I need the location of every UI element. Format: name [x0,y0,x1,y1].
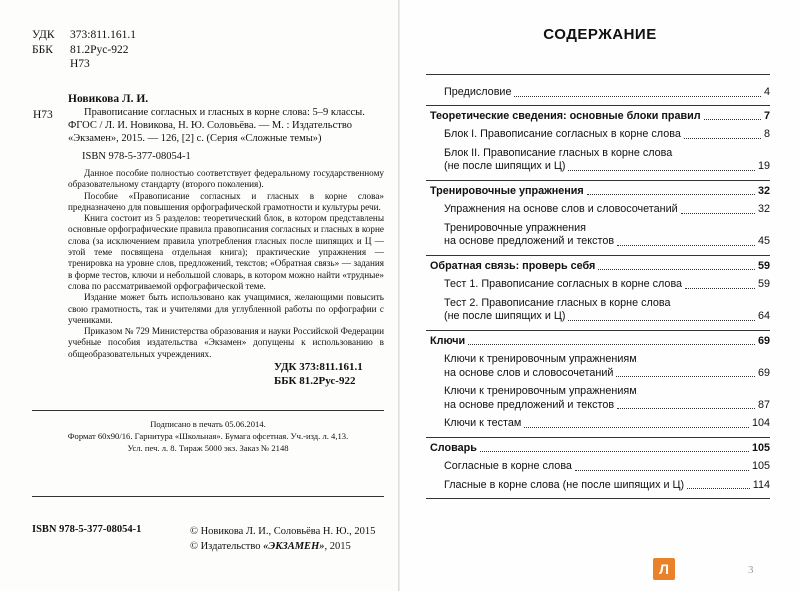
toc-page-number: 45 [757,235,770,247]
page-number: 3 [748,564,754,576]
leader-dots [587,194,755,195]
toc-entry-text: Ключи к тренировочным упражнениям [444,353,637,365]
leader-dots [684,138,761,139]
toc-entry-text: Ключи [430,334,466,347]
toc-page-number: 59 [757,278,770,290]
leader-dots [568,320,755,321]
toc-entry-text: Тест 1. Правописание согласных в корне слова [444,278,683,290]
annotation-paragraph: Издание может быть использовано как учащимися, желающими повысить свою грамотность, так и учителями для углубленной работы по орфографии с учениками. [68,292,384,325]
toc-section-training[interactable] [426,185,770,199]
author-code: Н73 [70,58,90,70]
imprint-line: Формат 60х90/16. Гарнитура «Школьная». Бумага офсетная. Уч.-изд. л. 4,13. [67,431,349,441]
udk-bottom: УДК 373:811.161.1 [274,361,363,373]
toc-entry-keys-texts[interactable] [426,385,770,412]
leader-dots [687,488,750,489]
toc-entry-test2[interactable] [426,297,770,324]
toc-page-number: 7 [763,109,770,122]
toc-entry-text: Согласные в корне слова [444,460,572,472]
leader-dots [468,344,755,345]
copyright-prefix: © Издательство [190,541,264,552]
toc-entry-text: на основе предложений и текстов [444,235,615,247]
annotation [68,168,384,360]
toc-page-number: 104 [751,417,770,429]
toc-entry-text: на основе слов и словосочетаний [444,366,614,379]
toc-entry-text: (не после шипящих и Ц) [444,160,566,172]
annotation-paragraph: Данное пособие полностью соответствует федеральному государственному образовательному стандарту (второго поколения). [68,168,384,190]
publisher-name: «ЭКЗАМЕН» [263,541,325,552]
toc-entry-text: Обратная связь: проверь себя [430,259,596,272]
copyright-publisher [190,539,375,554]
toc-page-number: 69 [757,366,770,379]
classification-block [32,28,136,58]
bbk-bottom: ББК 81.2Рус-922 [274,375,356,387]
toc-page-number: 64 [757,310,770,322]
toc-entry-text: Тренировочные упражнения [430,184,584,197]
annotation-paragraph: Пособие «Правописание согласных и гласных в корне слова» предназначено для повышения орфографической грамотности и культуры речи. [68,190,384,212]
leader-dots [598,269,755,270]
classification-bottom [274,360,363,388]
toc-entry-text: на основе предложений и текстов [444,398,615,411]
imprint-line: Подписано в печать 05.06.2014. [150,419,266,429]
copyright-authors: © Новикова Л. И., Соловьёва Н. Ю., 2015 [190,526,376,537]
toc-entry-consonants[interactable] [426,460,770,474]
isbn-bottom: ISBN 978-5-377-08054-1 [32,524,142,535]
toc-page-number: 32 [757,184,770,197]
toc-entry-text: Предисловие [444,86,512,98]
leader-dots [480,451,749,452]
toc-entry-text: Упражнения на основе слов и словосочетаний [444,203,678,215]
toc-section-theory[interactable] [426,110,770,124]
toc-entry-text: Ключи к тренировочным упражнениям [444,385,637,397]
divider [32,496,384,497]
leader-dots [616,376,755,377]
toc-entry-block1[interactable] [426,128,770,142]
leader-dots [617,408,755,409]
isbn-middle: ISBN 978-5-377-08054-1 [82,151,191,162]
toc-entry-vowels[interactable] [426,479,770,493]
toc-entry-training-texts[interactable] [426,222,770,249]
toc-page-number: 59 [757,259,770,272]
leader-dots [685,288,755,289]
biblio-text: Правописание согласных и гласных в корне слова: 5–9 классы. ФГОС / Л. И. Новикова, Н. Ю. Соловьёва. — М. : Издательство «Экзамен», 2015. — 126, [2] с. (Серия «Сложные темы») [68,107,365,144]
toc-entry-text: Блок II. Правописание гласных в корне слова [444,146,673,159]
toc-title: СОДЕРЖАНИЕ [543,26,657,43]
toc-entry-text: (не после шипящих и Ц) [444,310,566,322]
leader-dots [617,245,755,246]
toc-entry-text: Тренировочные упражнения [444,221,587,234]
toc-section-feedback[interactable] [426,260,770,274]
bbk-value: 81.2Рус-922 [70,44,129,56]
toc-page-number: 8 [763,128,770,140]
udk-label: УДК [32,29,55,41]
toc-entry-keys-tests[interactable] [426,417,770,431]
toc-section-keys[interactable] [426,335,770,349]
toc-entry-text: Тест 2. Правописание гласных в корне слова [444,296,671,309]
toc-page-number: 105 [751,441,770,454]
toc-entry-block2[interactable] [426,147,770,174]
toc-page-number: 69 [757,334,770,347]
toc-page-number: 32 [757,203,770,215]
author-code-side: Н73 [33,109,53,121]
bbk-label: ББК [32,44,53,56]
table-of-contents [426,74,770,499]
bibliographic-description [68,106,384,145]
toc-entry-text: Блок I. Правописание согласных в корне слова [444,128,681,140]
leader-dots [681,213,755,214]
toc-section-dictionary[interactable] [426,442,770,456]
annotation-paragraph: Книга состоит из 5 разделов: теоретический блок, в котором представлены основные орфографические правила правописания согласных и гласных в корне слова (за исключением правила употребления гласных после шипящих и Ц — этой теме посвящена отдельная книга); практические упражнения — тренировка на уровне слов, предложений, текстов; «Обратная связь» — задания в форме тестов, ключи и небольшой словарь, в котором можно найти «трудные» слова по рассматриваемой орфографической теме. [68,213,384,291]
imprint [32,418,384,454]
toc-entry-text: Гласные в корне слова (не после шипящих и Ц) [444,478,685,491]
toc-entry-preface[interactable] [426,86,770,100]
annotation-paragraph: Приказом № 729 Министерства образования и науки Российской Федерации учебные пособия издательства «Экзамен» допущены к использованию в общеобразовательных учреждениях. [68,326,384,359]
toc-divider [426,498,770,499]
toc-entry-text: Теоретические сведения: основные блоки правил [430,109,701,122]
leader-dots [704,119,761,120]
toc-page-number: 19 [757,160,770,172]
author-name: Новикова Л. И. [68,93,149,105]
divider [32,410,384,411]
copyright [190,524,375,554]
toc-entry-text: Ключи к тестам [444,417,522,429]
toc-entry-keys-words[interactable] [426,353,770,380]
watermark-logo-icon: Л [653,558,675,580]
toc-page-number: 87 [757,398,770,411]
toc-page-number: 105 [751,460,770,472]
leader-dots [575,470,749,471]
right-page [400,0,800,591]
toc-page-number: 4 [763,86,770,98]
toc-entry-test1[interactable] [426,278,770,292]
leader-dots [514,96,761,97]
copyright-year: , 2015 [324,541,351,552]
imprint-line: Усл. печ. л. 8. Тираж 5000 экз. Заказ № 2148 [127,443,289,453]
udk-value: 373:811.161.1 [70,29,137,41]
toc-entry-exercises-words[interactable] [426,203,770,217]
toc-entry-text: Словарь [430,441,477,454]
toc-page-number: 114 [752,478,770,491]
leader-dots [568,170,755,171]
leader-dots [524,427,749,428]
